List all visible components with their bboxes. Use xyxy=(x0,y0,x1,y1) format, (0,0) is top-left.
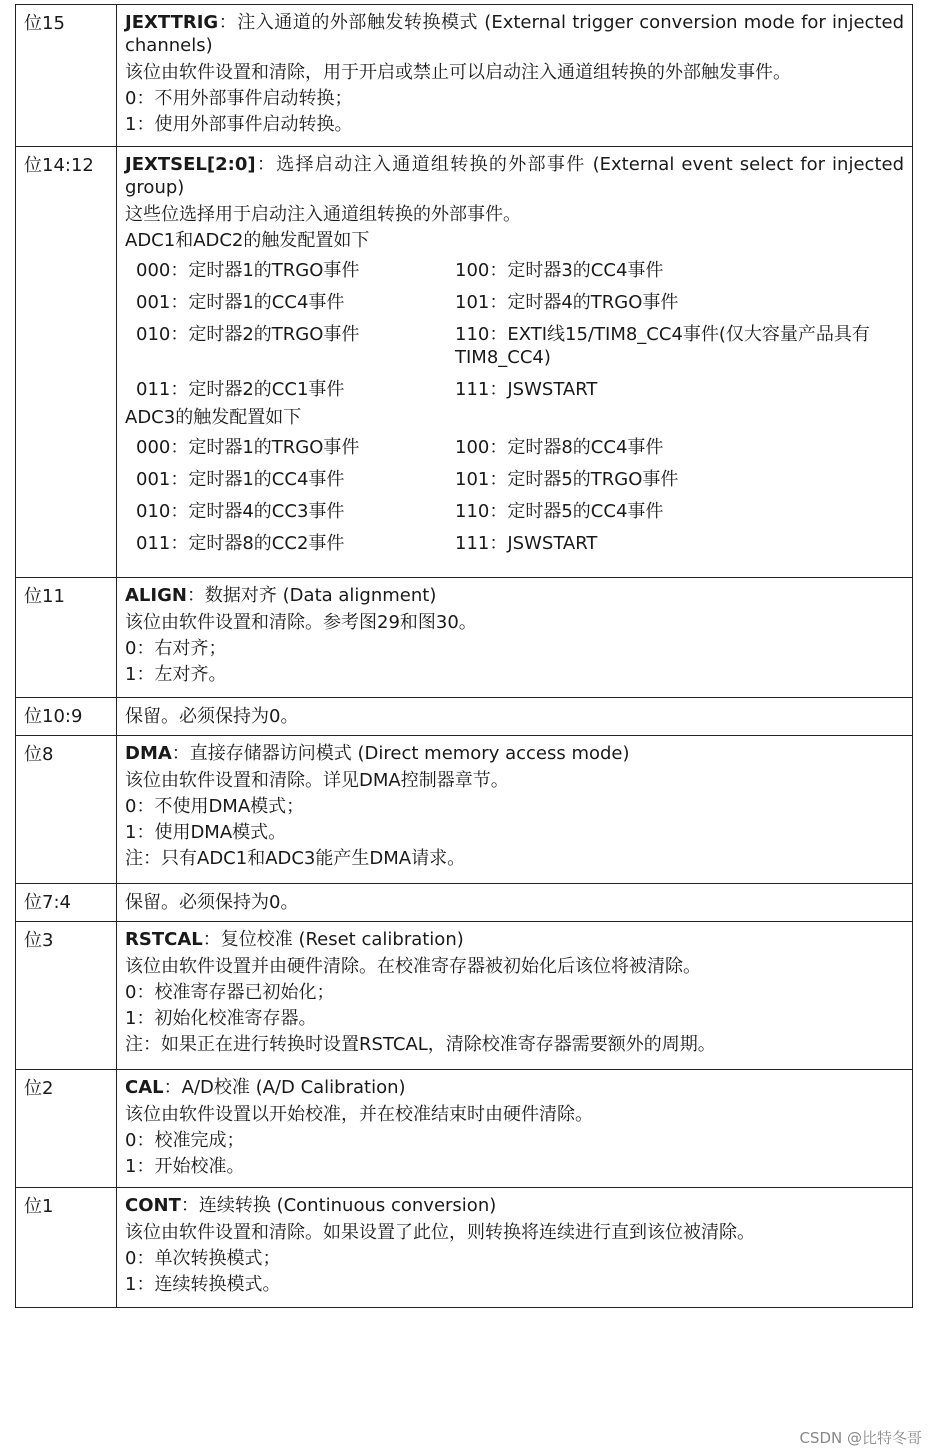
description-line: 该位由软件设置和清除。参考图29和图30。 xyxy=(125,612,477,633)
field-name: CAL xyxy=(125,1077,164,1098)
bit-position: 位14:12 xyxy=(24,155,94,176)
reserved-text: 保留。必须保持为0。 xyxy=(125,892,299,913)
trigger-option: 111：JSWSTART xyxy=(455,379,598,400)
bit-position: 位1 xyxy=(24,1196,54,1217)
trigger-option: 101：定时器5的TRGO事件 xyxy=(455,469,679,490)
trigger-config-heading: ADC1和ADC2的触发配置如下 xyxy=(125,230,370,251)
bit-position-cell xyxy=(16,698,117,736)
description-line: 1：使用外部事件启动转换。 xyxy=(125,114,353,135)
bit-description-cell xyxy=(117,884,913,922)
description-line: 注：只有ADC1和ADC3能产生DMA请求。 xyxy=(125,848,466,869)
trigger-option: 101：定时器4的TRGO事件 xyxy=(455,292,679,313)
description-line: 1：连续转换模式。 xyxy=(125,1274,281,1295)
register-row xyxy=(16,578,913,698)
bit-description-cell xyxy=(117,578,913,698)
bit-position-cell xyxy=(16,1188,117,1308)
description-line: 该位由软件设置和清除。详见DMA控制器章节。 xyxy=(125,770,509,791)
field-title xyxy=(125,928,904,951)
description-line: 该位由软件设置和清除，用于开启或禁止可以启动注入通道组转换的外部触发事件。 xyxy=(125,62,791,83)
bit-description-cell xyxy=(117,1070,913,1188)
trigger-option: 000：定时器1的TRGO事件 xyxy=(136,260,360,281)
trigger-option: 011：定时器8的CC2事件 xyxy=(136,533,345,554)
trigger-option: 110：定时器5的CC4事件 xyxy=(455,501,664,522)
description-line: 1：左对齐。 xyxy=(125,664,227,685)
register-row xyxy=(16,1070,913,1188)
description-line: 0：不使用DMA模式； xyxy=(125,796,305,817)
description-line: 这些位选择用于启动注入通道组转换的外部事件。 xyxy=(125,204,521,225)
field-title xyxy=(125,1076,904,1099)
description-line: 该位由软件设置以开始校准，并在校准结束时由硬件清除。 xyxy=(125,1104,593,1125)
description-line: 0：校准寄存器已初始化； xyxy=(125,982,335,1003)
bit-position: 位15 xyxy=(24,13,65,34)
trigger-option: 100：定时器8的CC4事件 xyxy=(455,437,664,458)
bit-description-cell xyxy=(117,147,913,578)
field-summary: ：复位校准 (Reset calibration) xyxy=(202,929,464,950)
bit-position-cell xyxy=(16,922,117,1070)
trigger-option: 001：定时器1的CC4事件 xyxy=(136,469,345,490)
field-title xyxy=(125,153,904,199)
field-summary: ：注入通道的外部触发转换模式 (External trigger conversion mode for injected channels) xyxy=(125,12,904,56)
register-row xyxy=(16,698,913,736)
field-name: CONT xyxy=(125,1195,181,1216)
trigger-config-grid xyxy=(125,431,904,559)
field-name: JEXTTRIG xyxy=(125,12,219,33)
bit-position-cell xyxy=(16,5,117,147)
field-name: JEXTSEL[2:0] xyxy=(125,154,256,175)
trigger-config-grid xyxy=(125,254,904,405)
bit-description-cell xyxy=(117,1188,913,1308)
field-name: DMA xyxy=(125,743,172,764)
reserved-text: 保留。必须保持为0。 xyxy=(125,706,299,727)
trigger-option: 100：定时器3的CC4事件 xyxy=(455,260,664,281)
field-name: ALIGN xyxy=(125,585,187,606)
register-row xyxy=(16,736,913,884)
field-title xyxy=(125,11,904,57)
bit-description-cell xyxy=(117,5,913,147)
bit-position-cell xyxy=(16,578,117,698)
bit-position-cell xyxy=(16,147,117,578)
trigger-option: 001：定时器1的CC4事件 xyxy=(136,292,345,313)
csdn-watermark: CSDN @比特冬哥 xyxy=(799,1429,922,1447)
description-line: 0：校准完成； xyxy=(125,1130,245,1151)
register-row xyxy=(16,1188,913,1308)
description-line: 1：开始校准。 xyxy=(125,1156,245,1177)
trigger-option: 011：定时器2的CC1事件 xyxy=(136,379,345,400)
bit-position: 位3 xyxy=(24,930,54,951)
field-title xyxy=(125,742,904,765)
bit-position-cell xyxy=(16,1070,117,1188)
description-line: 0：不用外部事件启动转换； xyxy=(125,88,353,109)
field-summary: ：连续转换 (Continuous conversion) xyxy=(180,1195,497,1216)
register-row xyxy=(16,884,913,922)
register-row xyxy=(16,147,913,578)
bit-position: 位10:9 xyxy=(24,706,83,727)
description-line: 0：单次转换模式； xyxy=(125,1248,281,1269)
field-summary: ：A/D校准 (A/D Calibration) xyxy=(163,1077,406,1098)
field-title xyxy=(125,584,904,607)
field-title xyxy=(125,1194,904,1217)
trigger-option: 111：JSWSTART xyxy=(455,533,598,554)
bit-position: 位2 xyxy=(24,1078,54,1099)
description-line: 1：使用DMA模式。 xyxy=(125,822,287,843)
bit-description-cell xyxy=(117,736,913,884)
register-bit-table xyxy=(15,4,913,1308)
field-name: RSTCAL xyxy=(125,929,203,950)
description-line: 0：右对齐； xyxy=(125,638,227,659)
register-row xyxy=(16,5,913,147)
description-line: 注：如果正在进行转换时设置RSTCAL，清除校准寄存器需要额外的周期。 xyxy=(125,1034,716,1055)
bit-position-cell xyxy=(16,884,117,922)
bit-position: 位7:4 xyxy=(24,892,71,913)
trigger-option: 000：定时器1的TRGO事件 xyxy=(136,437,360,458)
field-summary: ：数据对齐 (Data alignment) xyxy=(186,585,437,606)
bit-description-cell xyxy=(117,922,913,1070)
bit-position-cell xyxy=(16,736,117,884)
field-summary: ：选择启动注入通道组转换的外部事件 (External event select for injected group) xyxy=(125,154,904,198)
trigger-option: 010：定时器4的CC3事件 xyxy=(136,501,345,522)
field-summary: ：直接存储器访问模式 (Direct memory access mode) xyxy=(171,743,630,764)
bit-description-cell xyxy=(117,698,913,736)
description-line: 该位由软件设置和清除。如果设置了此位，则转换将连续进行直到该位被清除。 xyxy=(125,1222,755,1243)
register-row xyxy=(16,922,913,1070)
trigger-config-heading: ADC3的触发配置如下 xyxy=(125,407,302,428)
bit-position: 位8 xyxy=(24,744,54,765)
description-line: 该位由软件设置并由硬件清除。在校准寄存器被初始化后该位将被清除。 xyxy=(125,956,701,977)
bit-position: 位11 xyxy=(24,586,65,607)
trigger-option: 010：定时器2的TRGO事件 xyxy=(136,324,360,345)
description-line: 1：初始化校准寄存器。 xyxy=(125,1008,317,1029)
trigger-option: 110：EXTI线15/TIM8_CC4事件(仅大容量产品具有TIM8_CC4) xyxy=(455,324,870,368)
